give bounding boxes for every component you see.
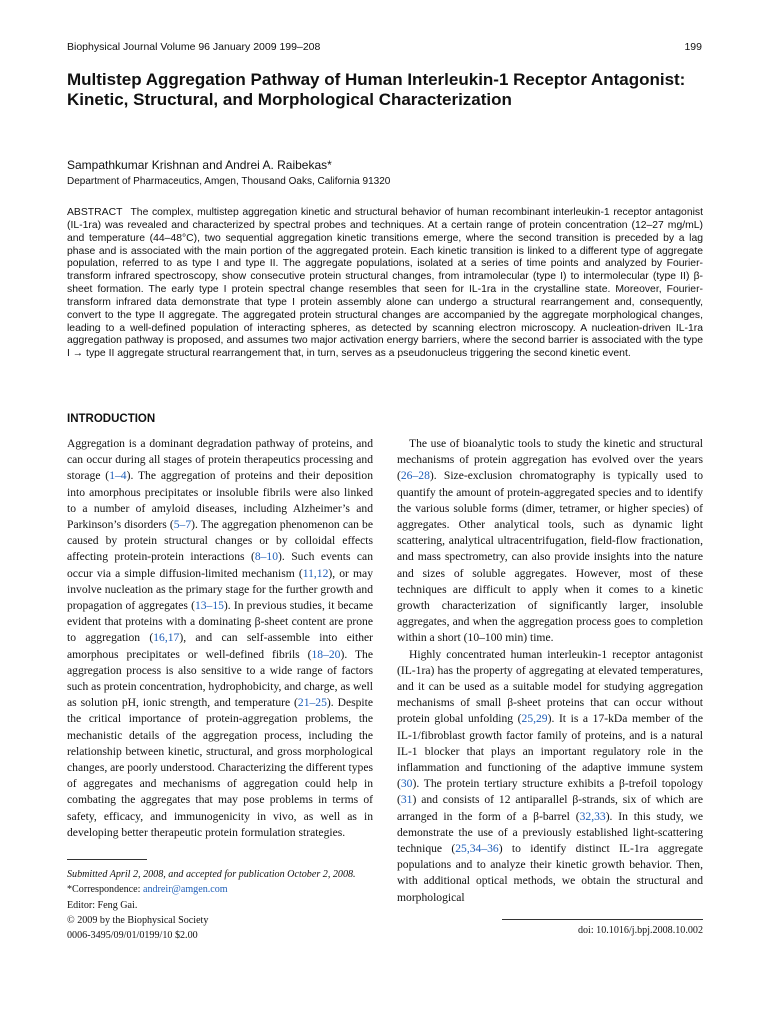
citation-link[interactable]: 32,33 <box>579 809 606 823</box>
citation-link[interactable]: 25,29 <box>521 712 548 726</box>
authors: Sampathkumar Krishnan and Andrei A. Raibekas* <box>67 158 332 172</box>
citation-link[interactable]: 8–10 <box>254 550 278 564</box>
footnote-divider <box>67 859 147 860</box>
abstract-text: The complex, multistep aggregation kinetic and structural behavior of human recombinant interleukin-1 receptor antagonist (IL-1ra) was revealed and characterized by spectral probes and techniques. At a certain range of protein concentration (12–27 mg/mL) and temperature (44–48°C), two sequential aggregation kinetic transitions emerge, where the second transition is preceded by a lag phase and is associated with the main portion of the aggregated protein. Each kinetic transition is linked to a different type of aggregate population, referred to as type I and type II. The aggregate populations, isolated at a series of time points and analyzed by Fourier-transform infrared spectroscopy, show consecutive protein structural changes, from intramolecular (type I) to intermolecular (type II) β-sheet formation. The early type I protein spectral change resembles that seen for IL-1ra in the crystalline state. Moreover, Fourier-transform infrared data demonstrate that type I protein assembly alone can undergo a structural rearrangement and, consequently, convert to the type II aggregate. The aggregated protein structural changes are accompanied by the aggregate morphological changes, leading to a well-defined population of interacting spheres, as detected by scanning electron microscopy. A nucleation-driven IL-1ra aggregation pathway is proposed, and assumes two major activation energy barriers, where the second barrier is associated with the type I → type II aggregate structural rearrangement that, in turn, serves as a pseudonucleus triggering the second kinetic event. <box>67 207 703 360</box>
correspondence-label: *Correspondence: <box>67 884 143 896</box>
abstract <box>67 207 703 361</box>
citation-link[interactable]: 18–20 <box>311 647 341 661</box>
citation-link[interactable]: 31 <box>400 793 413 807</box>
citation-link[interactable]: 25,34–36 <box>455 842 499 856</box>
citation-link[interactable]: 21–25 <box>297 696 327 710</box>
copyright: © 2009 by the Biophysical Society <box>67 914 209 926</box>
doi: doi: 10.1016/j.bpj.2008.10.002 <box>577 925 703 936</box>
citation-link[interactable]: 16,17 <box>153 631 180 645</box>
body-column-right <box>397 436 703 906</box>
body-column-left <box>67 436 373 841</box>
footnotes <box>67 867 367 943</box>
submission-dates: Submitted April 2, 2008, and accepted for publication October 2, 2008. <box>67 869 356 880</box>
affiliation: Department of Pharmaceutics, Amgen, Thousand Oaks, California 91320 <box>67 176 391 187</box>
citation-link[interactable]: 11,12 <box>302 566 329 580</box>
intro-paragraph-1: Aggregation is a dominant degradation pathway of proteins, and can occur during all stages of protein therapeutics processing and storage (1–4). The aggregation of proteins and their deposition into amorphous precipitates or insoluble fibrils were also linked to a number of amyloid diseases, including Alzheimer’s and Parkinson’s disorders (5–7). The aggregation phenomenon can be caused by protein structural changes or by colloidal effects affecting protein-protein interactions (8–10). Such events can occur via a simple diffusion-limited mechanism (11,12), or may involve nucleation as the primary stage for the further growth and propagation of aggregates (13–15). In previous studies, it became evident that proteins with a dominating β-sheet content are prone to aggregation (16,17), and can self-assemble into either amorphous precipitates or well-defined fibrils (18–20). The aggregation process is also sensitive to a wide range of factors such as protein concentration, hydrophobicity, and charge, as well as solution pH, ionic strength, and temperature (21–25). Despite the critical importance of protein-aggregation problems, the mechanistic details of the aggregation process, including the relationship between kinetic, structural, and gross morphological changes, are poorly understood. Characterizing the different types of aggregates and mechanisms of aggregation could help in combating the aggregates that may pose problems in terms of safety, efficacy, and immunogenicity in vivo, as well as in developing better therapeutic protein formulation strategies. <box>67 437 374 839</box>
citation-link[interactable]: 13–15 <box>194 599 224 613</box>
journal-citation: Biophysical Journal Volume 96 January 2009 199–208 <box>67 41 321 53</box>
citation-link[interactable]: 26–28 <box>400 469 430 483</box>
editor: Editor: Feng Gai. <box>67 899 138 911</box>
page-number: 199 <box>684 41 702 53</box>
doi-divider <box>502 919 703 920</box>
intro-paragraph-3: Highly concentrated human interleukin-1 receptor antagonist (IL-1ra) has the property of aggregating at elevated temperatures, and it can be used as a suitable model for studying aggregation mechanisms of small β-sheet proteins that can occur without protein global unfolding (25,29). It is a 17-kDa member of the IL-1/fibroblast growth factor family of proteins, and is a natural IL-1 blocker that plays an important regulatory role in the inflammation and functioning of the adaptive immune system (30). The protein tertiary structure exhibits a β-trefoil topology (31) and consists of 12 antiparallel β-strands, six of which are arranged in the form of a β-barrel (32,33). In this study, we demonstrate the use of a previously established light-scattering technique (25,34–36) to identify distinct IL-1ra aggregate populations and to analyze their kinetic growth behavior. Then, with additional optical methods, we obtain the structural and morphological <box>397 647 704 904</box>
citation-link[interactable]: 1–4 <box>109 469 127 483</box>
citation-link[interactable]: 5–7 <box>173 518 192 532</box>
article-title: Multistep Aggregation Pathway of Human Interleukin-1 Receptor Antagonist: Kinetic, Structural, and Morphological Characterization <box>67 70 686 109</box>
abstract-label: ABSTRACT <box>67 207 123 218</box>
issn: 0006-3495/09/01/0199/10 $2.00 <box>67 930 198 942</box>
section-heading-introduction: INTRODUCTION <box>67 413 156 425</box>
correspondence-email-link[interactable]: andreir@amgen.com <box>142 884 228 896</box>
intro-paragraph-2: The use of bioanalytic tools to study the kinetic and structural mechanisms of protein aggregation has evolved over the years (26–28). Size-exclusion chromatography is typically used to quantify the amount of protein-aggregated species and to identify the various soluble forms (dimer, tetramer, or higher species) of aggregates. Other analytical tools, such as dynamic light scattering, analytical ultracentrifugation, field-flow fractionation, and mass spectrometry, can also provide insights into the nature and sizes of soluble aggregates. However, most of these techniques are difficult to apply when it comes to a kinetic growth characterization of significantly larger, insoluble aggregates, and when the aggregation process goes to completion within a short (10–100 min) time. <box>397 437 703 645</box>
citation-link[interactable]: 30 <box>400 777 413 791</box>
